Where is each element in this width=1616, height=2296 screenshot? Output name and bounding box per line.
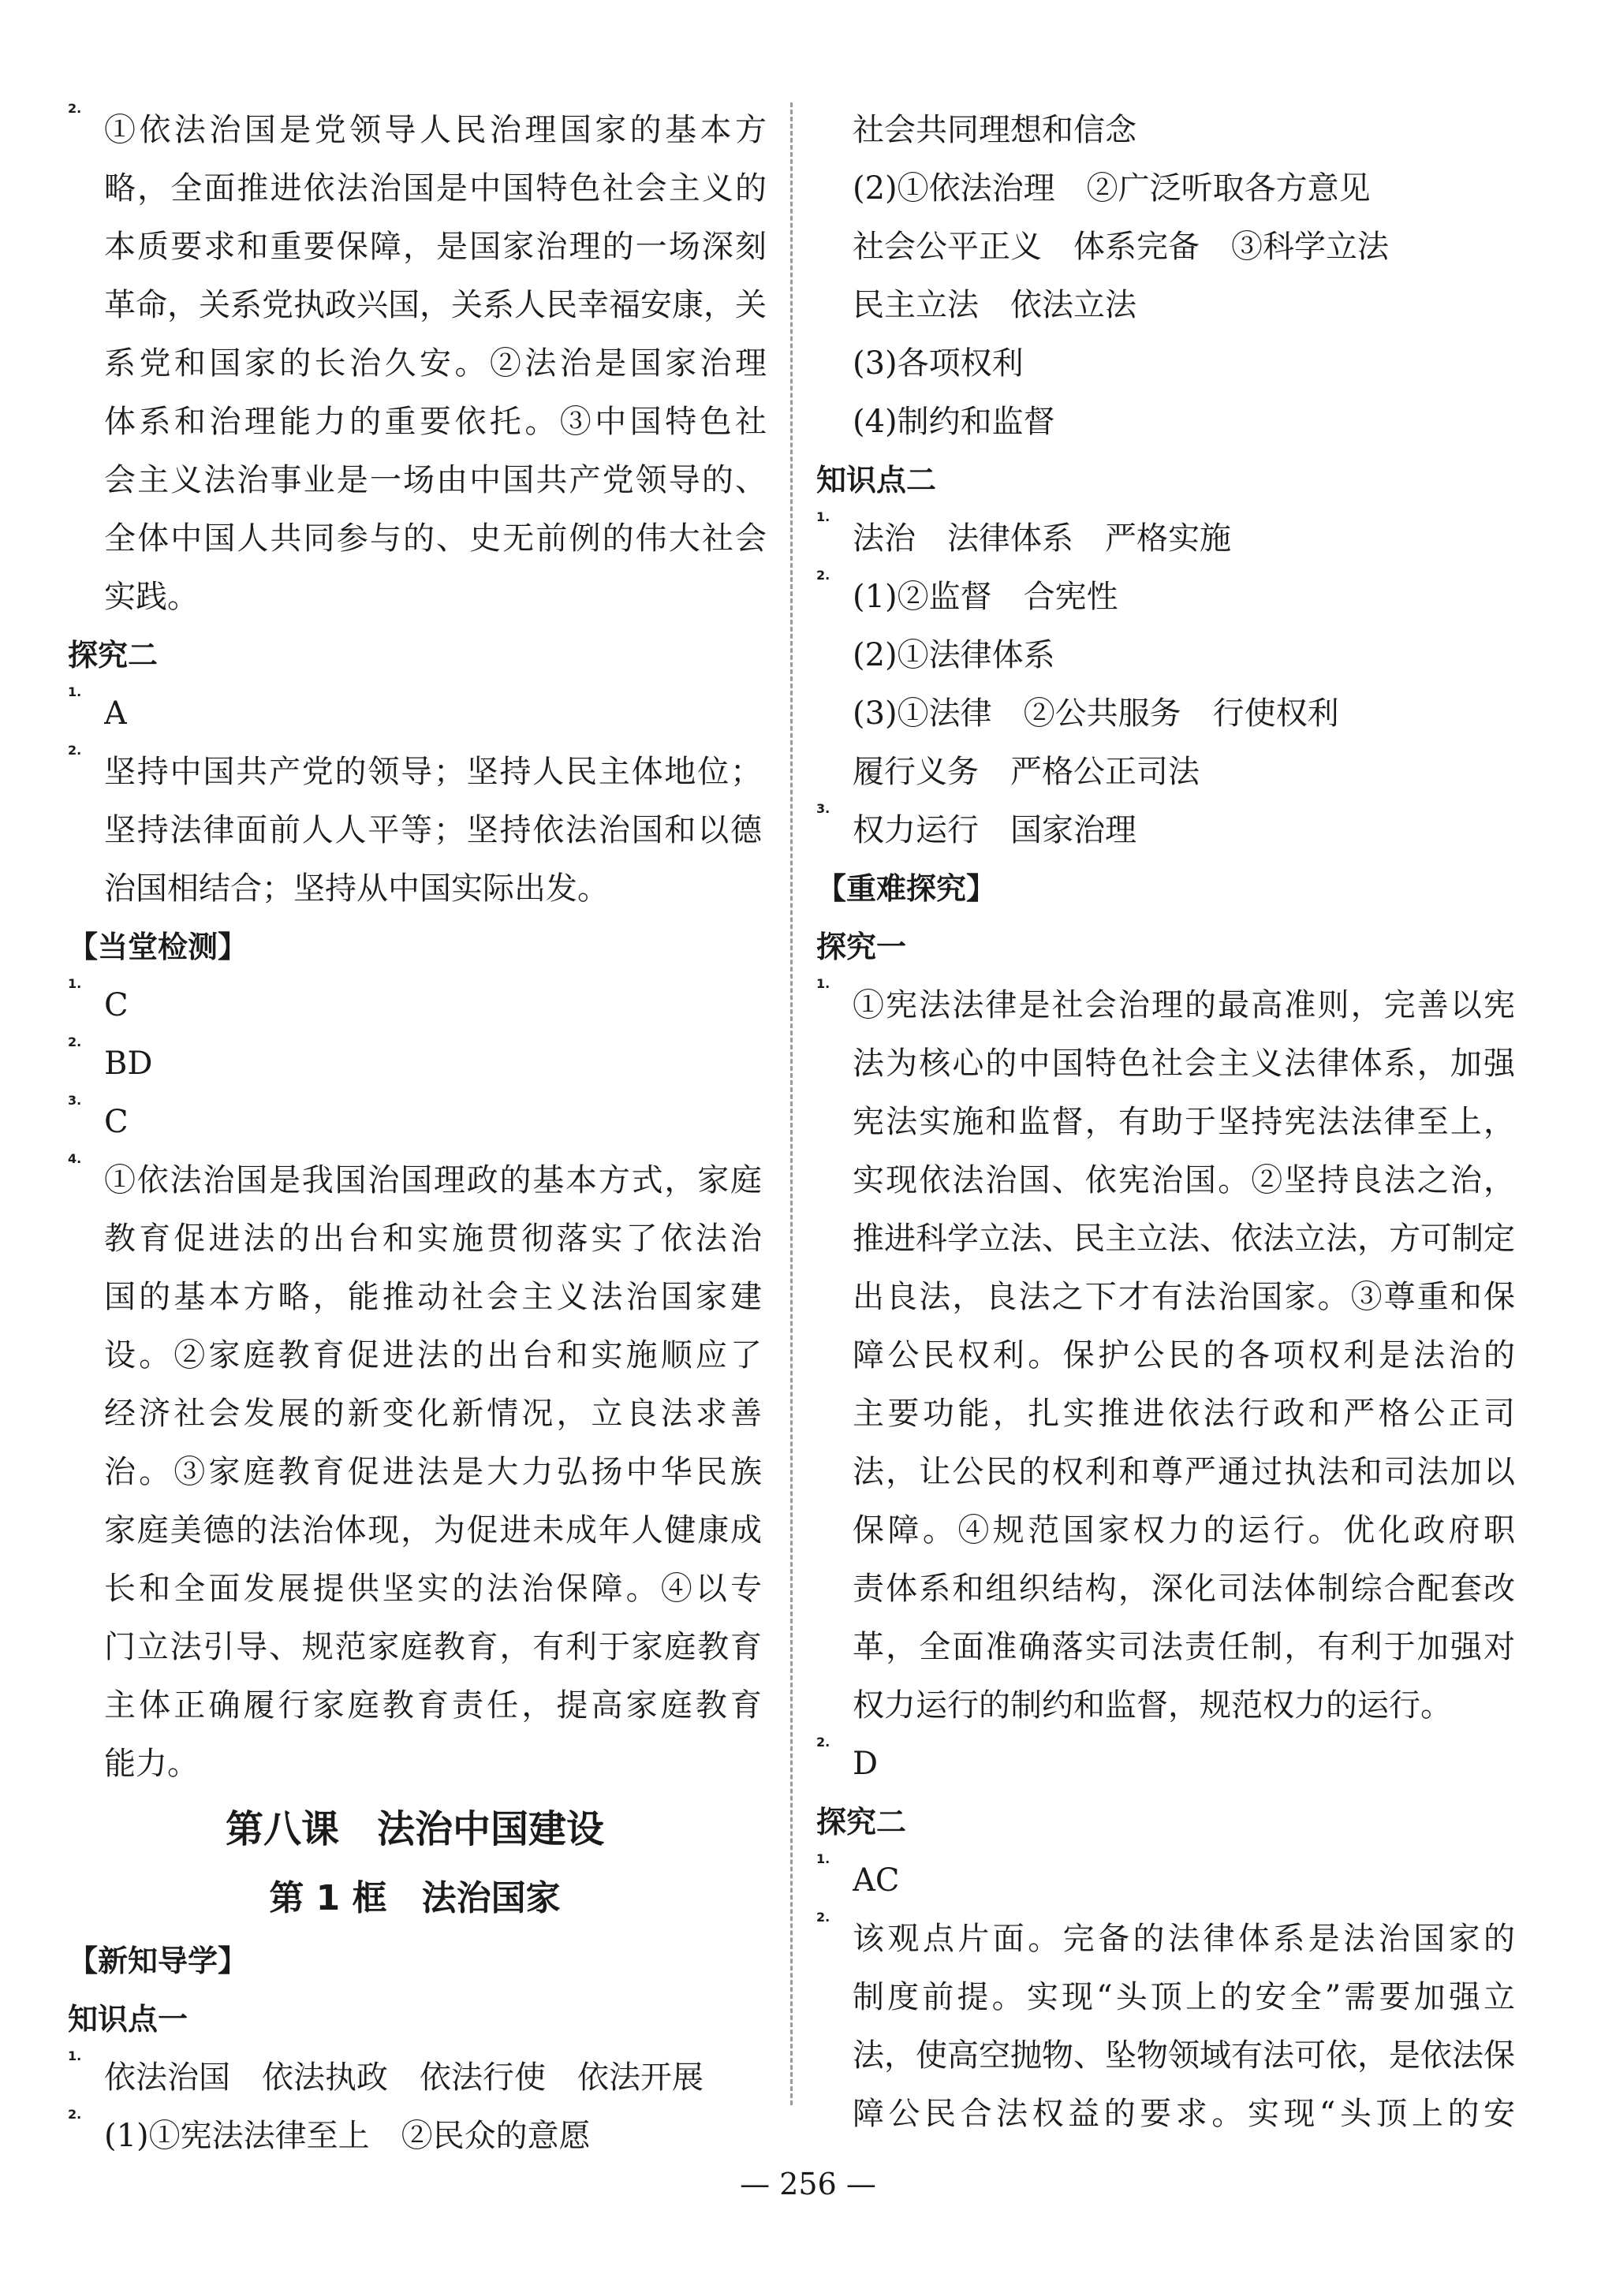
text-line: 出良法，良法之下才有法治国家。③尊重和保 bbox=[853, 1279, 1515, 1315]
answer-item bbox=[68, 101, 767, 626]
answer-item bbox=[68, 743, 762, 918]
text-line: 会主义法治事业是一场由中国共产党领导的、 bbox=[104, 462, 767, 498]
item-text bbox=[104, 743, 762, 918]
text-line: 家庭美德的法治体现，为促进未成年人健康成 bbox=[104, 1512, 762, 1549]
text-line: (3)①法律 ②公共服务 行使权利 bbox=[853, 695, 1339, 732]
item-number: 2. bbox=[816, 1735, 830, 1750]
item-number: 2. bbox=[816, 568, 830, 583]
item-number: 1. bbox=[816, 509, 830, 524]
text-line: 法，使高空抛物、坠物领域有法可依，是依法保 bbox=[853, 2037, 1515, 2074]
knowledge-point-heading: 知识点二 bbox=[816, 463, 937, 498]
text-line: 系党和国家的长治久安。②法治是国家治理 bbox=[104, 345, 767, 382]
section-heading: 【重难探究】 bbox=[816, 871, 997, 906]
item-number: 1. bbox=[816, 976, 830, 991]
section-heading: 探究二 bbox=[816, 1805, 907, 1839]
text-line: 主体正确履行家庭教育责任，提高家庭教育 bbox=[104, 1687, 762, 1724]
text-line: 社会共同理想和信念 bbox=[853, 112, 1136, 148]
item-text bbox=[104, 101, 767, 626]
answer-item bbox=[68, 2048, 762, 2107]
answer-item bbox=[816, 1851, 1510, 1910]
text-line: 门立法引导、规范家庭教育，有利于家庭教育 bbox=[104, 1629, 762, 1665]
answer-item bbox=[816, 976, 1515, 1735]
item-text: C bbox=[104, 987, 129, 1023]
item-number: 2. bbox=[68, 743, 82, 758]
item-number: 1. bbox=[816, 1851, 830, 1866]
item-text: AC bbox=[853, 1862, 900, 1899]
text-line: 法，让公民的权利和尊严通过执法和司法加以 bbox=[853, 1454, 1515, 1490]
answer-item bbox=[816, 1735, 1510, 1793]
answer-item bbox=[816, 1910, 1515, 2143]
item-number: 3. bbox=[816, 801, 830, 816]
text-line: (3)各项权利 bbox=[853, 345, 1024, 382]
answer-item bbox=[816, 568, 1510, 626]
text-line: 能力。 bbox=[104, 1746, 199, 1782]
text-line: (2)①法律体系 bbox=[853, 637, 1055, 673]
text-line: 权力运行的制约和监督，规范权力的运行。 bbox=[853, 1687, 1452, 1724]
item-number: 2. bbox=[68, 1034, 82, 1049]
item-number: 2. bbox=[816, 1910, 830, 1925]
text-line: 障公民权利。保护公民的各项权利是法治的 bbox=[853, 1337, 1515, 1374]
text-line: 履行义务 严格公正司法 bbox=[853, 754, 1200, 790]
text-line: 法为核心的中国特色社会主义法律体系，加强 bbox=[853, 1046, 1515, 1082]
section-heading: 探究一 bbox=[816, 930, 907, 964]
text-line: 责体系和组织结构，深化司法体制综合配套改 bbox=[853, 1571, 1515, 1607]
item-text: BD bbox=[104, 1046, 153, 1082]
text-line: 民主立法 依法立法 bbox=[853, 287, 1136, 323]
item-number: 4. bbox=[68, 1151, 82, 1166]
item-text: 法治 法律体系 严格实施 bbox=[853, 520, 1231, 557]
text-line: 全体中国人共同参与的、史无前例的伟大社会 bbox=[104, 520, 767, 557]
text-line: 该观点片面。完备的法律体系是法治国家的 bbox=[853, 1921, 1515, 1957]
text-line: 制度前提。实现“头顶上的安全”需要加强立 bbox=[853, 1979, 1515, 2015]
text-line: 本质要求和重要保障，是国家治理的一场深刻 bbox=[104, 229, 767, 265]
frame-title: 第 1 框 法治国家 bbox=[269, 1878, 561, 1918]
answer-item bbox=[816, 509, 1510, 568]
item-number: 1. bbox=[68, 2048, 82, 2063]
section-heading: 【新知导学】 bbox=[68, 1944, 248, 1978]
item-number: 3. bbox=[68, 1093, 82, 1108]
text-line: 经济社会发展的新变化新情况，立良法求善 bbox=[104, 1396, 762, 1432]
text-line: 社会公平正义 体系完备 ③科学立法 bbox=[853, 229, 1389, 265]
section-heading: 【当堂检测】 bbox=[68, 930, 248, 964]
item-number: 2. bbox=[68, 2107, 82, 2122]
answer-item bbox=[816, 801, 1510, 859]
lesson-title: 第八课 法治中国建设 bbox=[225, 1807, 604, 1851]
text-line: 设。②家庭教育促进法的出台和实施顺应了 bbox=[104, 1337, 762, 1374]
item-number: 2. bbox=[68, 101, 82, 116]
answer-item bbox=[68, 1093, 762, 1151]
text-line: ①依法治国是我国治国理政的基本方式，家庭 bbox=[104, 1162, 762, 1198]
answer-item bbox=[68, 976, 762, 1034]
item-text: A bbox=[104, 695, 127, 732]
item-text: C bbox=[104, 1104, 129, 1140]
text-line: 主要功能，扎实推进依法行政和严格公正司 bbox=[853, 1396, 1515, 1432]
item-text bbox=[104, 1151, 762, 1793]
text-line: 推进科学立法、民主立法、依法立法，方可制定 bbox=[853, 1221, 1515, 1257]
text-line: (4)制约和监督 bbox=[853, 404, 1055, 440]
item-text bbox=[853, 976, 1515, 1735]
text-line: 坚持法律面前人人平等；坚持依法治国和以德 bbox=[104, 812, 762, 848]
text-line: ①宪法法律是社会治理的最高准则，完善以宪 bbox=[853, 987, 1515, 1023]
item-number: 1. bbox=[68, 976, 82, 991]
knowledge-point-heading: 知识点一 bbox=[68, 2002, 188, 2037]
text-line: 革，全面准确落实司法责任制，有利于加强对 bbox=[853, 1629, 1515, 1665]
page-number: — 256 — bbox=[740, 2167, 876, 2201]
text-line: 障公民合法权益的要求。实现“头顶上的安 bbox=[853, 2096, 1515, 2132]
text-line: 实践。 bbox=[104, 579, 199, 615]
text-line: 坚持中国共产党的领导；坚持人民主体地位； bbox=[104, 754, 762, 790]
text-line: 保障。④规范国家权力的运行。优化政府职 bbox=[853, 1512, 1515, 1549]
item-text: (1)②监督 合宪性 bbox=[853, 579, 1118, 615]
right-column bbox=[816, 101, 1515, 2143]
item-text: D bbox=[853, 1746, 879, 1782]
item-number: 1. bbox=[68, 684, 82, 699]
column-divider bbox=[790, 102, 793, 2105]
section-heading: 探究二 bbox=[68, 638, 159, 673]
text-line: 宪法实施和监督，有助于坚持宪法法律至上， bbox=[853, 1104, 1515, 1140]
text-line: 教育促进法的出台和实施贯彻落实了依法治 bbox=[104, 1221, 762, 1257]
text-line: (2)①依法治理 ②广泛听取各方意见 bbox=[853, 170, 1371, 207]
text-line: 革命，关系党执政兴国，关系人民幸福安康，关 bbox=[104, 287, 767, 323]
item-text: (1)①宪法法律至上 ②民众的意愿 bbox=[104, 2118, 591, 2154]
left-column bbox=[68, 101, 767, 2165]
item-text bbox=[853, 1910, 1515, 2143]
item-text: 权力运行 国家治理 bbox=[853, 812, 1136, 848]
answer-item bbox=[68, 1151, 762, 1793]
text-line: 国的基本方略，能推动社会主义法治国家建 bbox=[104, 1279, 762, 1315]
text-line: 治国相结合；坚持从中国实际出发。 bbox=[104, 870, 609, 907]
text-line: 略，全面推进依法治国是中国特色社会主义的 bbox=[104, 170, 767, 207]
answer-item bbox=[68, 684, 762, 743]
text-line: ①依法治国是党领导人民治理国家的基本方 bbox=[104, 112, 767, 148]
text-line: 治。③家庭教育促进法是大力弘扬中华民族 bbox=[104, 1454, 762, 1490]
text-line: 实现依法治国、依宪治国。②坚持良法之治， bbox=[853, 1162, 1515, 1198]
text-line: 长和全面发展提供坚实的法治保障。④以专 bbox=[104, 1571, 762, 1607]
item-text: 依法治国 依法执政 依法行使 依法开展 bbox=[104, 2059, 704, 2096]
text-line: 体系和治理能力的重要依托。③中国特色社 bbox=[104, 404, 767, 440]
answer-item bbox=[68, 2107, 762, 2165]
answer-item bbox=[68, 1034, 762, 1093]
